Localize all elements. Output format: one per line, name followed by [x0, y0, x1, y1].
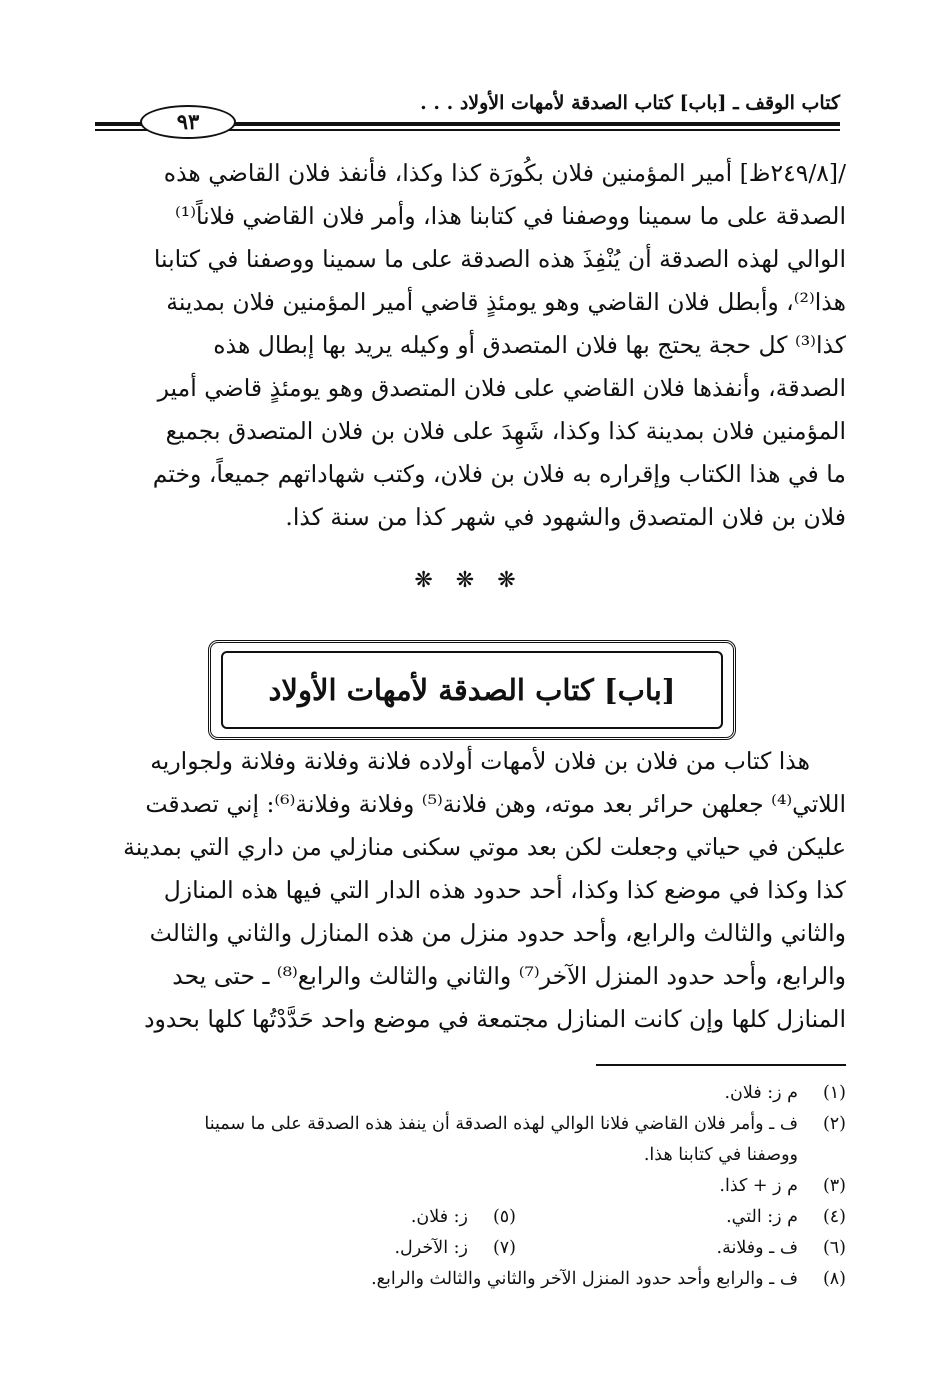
footnote — [94, 1171, 846, 1202]
section-2-text — [94, 740, 846, 1041]
footnote-number: (٢) — [822, 1114, 846, 1134]
text-line: /[٢٤٩/٨ظ] أمير المؤمنين فلان بكُورَة كذا وكذا، فأنفذ فلان القاضي هذه — [163, 159, 846, 187]
chapter-heading-frame — [208, 640, 736, 740]
text-line: الصدقة على ما سمينا ووصفنا في كتابنا هذا، وأمر فلان القاضي فلاناً⁽¹⁾ — [175, 202, 846, 230]
running-header-title: كتاب الوقف ـ [باب] كتاب الصدقة لأمهات الأولاد . . . — [420, 92, 840, 114]
footnote-number: (٣) — [822, 1176, 846, 1196]
footnote-text: ز: الآخرل. — [394, 1238, 468, 1258]
text-line: فلان بن فلان المتصدق والشهود في شهر كذا من سنة كذا. — [285, 503, 846, 531]
footnote-text: م ز + كذا. — [719, 1176, 798, 1196]
text-line: والثاني والثالث والرابع، وأحد حدود منزل من هذه المنازل والثاني والثالث — [149, 919, 846, 947]
footnote-number: (٧) — [492, 1238, 516, 1258]
footnote — [94, 1109, 846, 1140]
text-line: اللاتي⁽⁴⁾ جعلهن حرائر بعد موته، وهن فلانة⁽⁵⁾ وفلانة وفلانة⁽⁶⁾: إني تصدقت — [145, 790, 846, 818]
text-line: الصدقة، وأنفذها فلان القاضي على فلان المتصدق وهو يومئذٍ قاضي أمير — [157, 374, 846, 402]
footnote-text: ف ـ وفلانة. — [716, 1238, 798, 1258]
section-1-text — [94, 152, 846, 539]
text-line: ما في هذا الكتاب وإقراره به فلان بن فلان، وكتب شهاداتهم جميعاً، وختم — [152, 460, 846, 488]
footnote-separator — [596, 1064, 846, 1066]
footnote-text: ف ـ والرابع وأحد حدود المنزل الآخر والثاني والثالث والرابع. — [371, 1269, 798, 1289]
text-line: المؤمنين فلان بمدينة كذا وكذا، شَهِدَ على فلان بن فلان المتصدق بجميع — [165, 417, 846, 445]
footnote-pair — [94, 1233, 846, 1264]
text-line: كذا⁽³⁾ كل حجة يحتج بها فلان المتصدق أو وكيله يريد بها إبطال هذه — [213, 331, 846, 359]
footnote-second-column — [411, 1202, 516, 1233]
footnote-number: (٨) — [822, 1269, 846, 1289]
footnote-text: م ز: التي. — [726, 1207, 798, 1227]
footnote-second-column — [394, 1233, 516, 1264]
footnote-number: (٥) — [492, 1207, 516, 1227]
chapter-heading-inner-border — [221, 651, 723, 729]
footnote-text: م ز: فلان. — [724, 1083, 798, 1103]
footnote-number: (٦) — [822, 1238, 846, 1258]
footnote-continuation: ووصفنا في كتابنا هذا. — [643, 1145, 798, 1165]
text-line: الوالي لهذه الصدقة أن يُنْفِذَ هذه الصدقة على ما سمينا ووصفنا في كتابنا — [153, 245, 846, 273]
chapter-heading: [باب] كتاب الصدقة لأمهات الأولاد — [268, 673, 676, 707]
footnote-number: (١) — [822, 1083, 846, 1103]
footnote-text: ف ـ وأمر فلان القاضي فلانا الوالي لهذه الصدقة أن ينفذ هذه الصدقة على ما سمينا — [204, 1114, 798, 1134]
footnote — [94, 1078, 846, 1109]
footnote-number: (٤) — [822, 1207, 846, 1227]
footnote-text: ز: فلان. — [410, 1207, 468, 1227]
text-line: والرابع، وأحد حدود المنزل الآخر⁽⁷⁾ والثاني والثالث والرابع⁽⁸⁾ ـ حتى يحد — [172, 962, 846, 990]
text-line: عليكن في حياتي وجعلت لكن بعد موتي سكنى منازلي من داري التي بمدينة — [123, 833, 846, 861]
footnotes — [94, 1078, 846, 1295]
footnote-pair — [94, 1202, 846, 1233]
section-divider-ornament: ❋ ❋ ❋ — [414, 568, 524, 593]
text-line: هذا⁽²⁾، وأبطل فلان القاضي وهو يومئذٍ قاضي أمير المؤمنين فلان بمدينة — [166, 288, 846, 316]
footnote — [94, 1264, 846, 1295]
text-line: كذا وكذا في موضع كذا وكذا، أحد حدود هذه الدار التي فيها هذه المنازل — [163, 876, 846, 904]
text-line: هذا كتاب من فلان بن فلان لأمهات أولاده فلانة وفلانة وفلانة ولجواريه — [150, 747, 810, 775]
text-line: المنازل كلها وإن كانت المنازل مجتمعة في موضع واحد حَدَّدْتُها كلها بحدود — [144, 1005, 846, 1033]
page-number: ٩٣ — [140, 105, 236, 139]
